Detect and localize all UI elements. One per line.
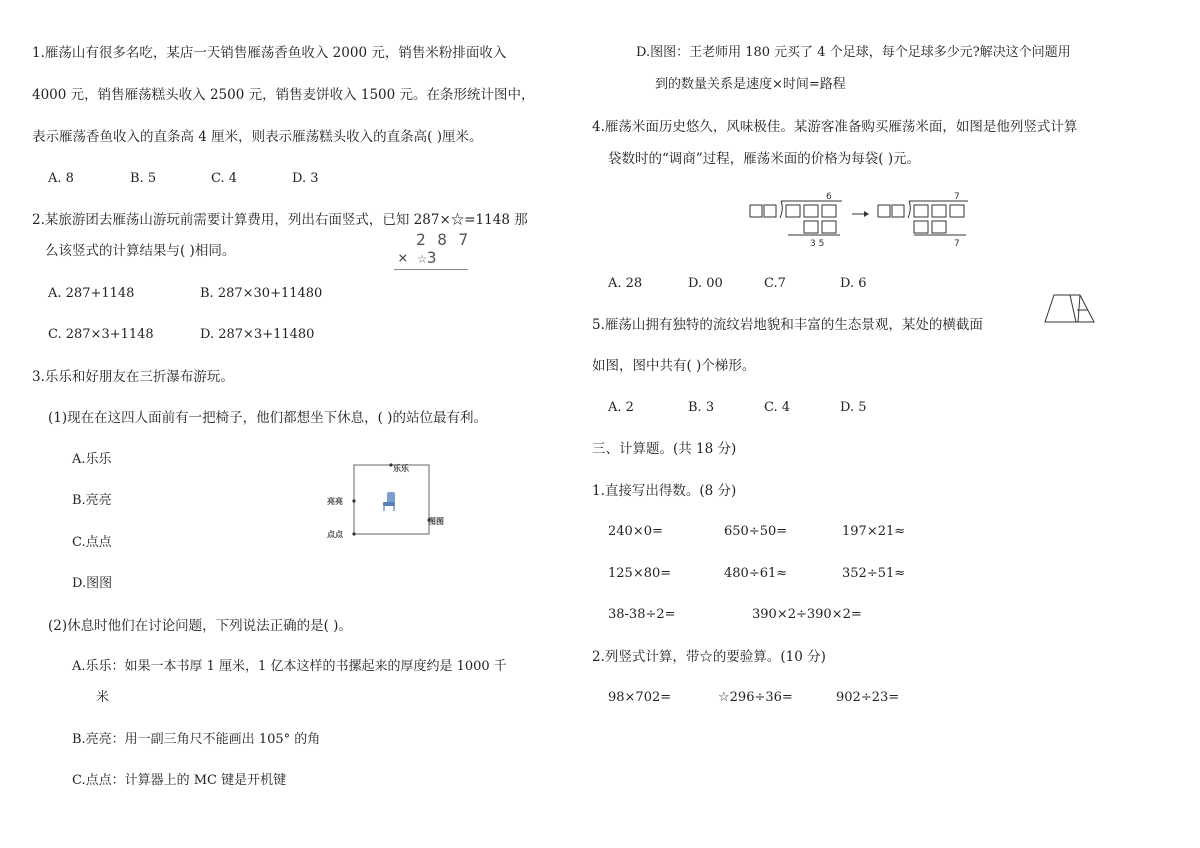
label-diandian: 点点 — [327, 530, 343, 539]
q1-line1: 1.雁荡山有很多名吃，某店一天销售雁荡香鱼收入 2000 元，销售米粉排面收入 — [32, 45, 507, 61]
q3-chair-figure — [322, 460, 452, 544]
q5-line2: 如图，图中共有( )个梯形。 — [592, 358, 756, 374]
q1-option-b[interactable]: B. 5 — [130, 171, 157, 186]
q4-option-c[interactable]: C.7 — [764, 276, 786, 291]
calc1-title: 1.直接写出得数。(8 分) — [592, 483, 737, 499]
label-tutu: 图图 — [428, 517, 444, 526]
label-liangliang: 亮亮 — [327, 497, 343, 506]
q3-p2-option-c[interactable]: C.点点：计算器上的 MC 键是开机键 — [72, 773, 287, 788]
q4-option-d[interactable]: D. 6 — [840, 276, 867, 291]
q4-line2: 袋数时的“调商”过程，雁荡米面的价格为每袋( )元。 — [608, 151, 921, 167]
q3-p1-option-b[interactable]: B.亮亮 — [72, 493, 112, 508]
q3-p2-option-d-line2[interactable]: 到的数量关系是速度×时间=路程 — [655, 77, 846, 92]
q1-line2: 4000 元，销售雁荡糕头收入 2500 元，销售麦饼收入 1500 元。在条形统计图中， — [32, 87, 535, 103]
calc1-item-3: 197×21≈ — [842, 524, 906, 539]
q3-p1-option-d[interactable]: D.图图 — [72, 576, 113, 591]
calc2-title: 2.列竖式计算，带☆的要验算。(10 分) — [592, 649, 826, 665]
q3-p2-option-a-line2[interactable]: 米 — [96, 690, 110, 705]
q5-option-d[interactable]: D. 5 — [840, 400, 867, 415]
q2-vertical-bottom: × ☆3 — [398, 248, 437, 267]
calc2-item-1: 98×702= — [608, 690, 672, 705]
section3-title: 三、计算题。(共 18 分) — [592, 441, 737, 457]
calc1-item-2: 650÷50= — [724, 524, 788, 539]
q3-title: 3.乐乐和好朋友在三折瀑布游玩。 — [32, 369, 234, 385]
q5-option-b[interactable]: B. 3 — [688, 400, 715, 415]
q5-trapezoid-figure — [1042, 292, 1098, 326]
q4-option-a[interactable]: A. 28 — [608, 276, 643, 291]
q2-line1: 2.某旅游团去雁荡山游玩前需要计算费用，列出右面竖式，已知 287×☆=1148 那 — [32, 212, 528, 228]
chair-icon — [383, 492, 395, 511]
q2-option-a[interactable]: A. 287+1148 — [48, 286, 135, 301]
label-lele: 乐乐 — [393, 464, 409, 473]
q3-p1-option-c[interactable]: C.点点 — [72, 535, 112, 550]
fig-quotient-2: 7 — [954, 192, 960, 202]
q2-vertical-calc — [392, 228, 472, 272]
q2-vertical-line — [394, 269, 468, 270]
q3-part2: (2)休息时他们在讨论问题，下列说法正确的是( )。 — [48, 618, 352, 634]
q2-option-d[interactable]: D. 287×3+11480 — [200, 327, 315, 342]
q4-option-b[interactable]: D. 00 — [688, 276, 723, 291]
q3-p2-option-b[interactable]: B.亮亮：用一副三角尺不能画出 105° 的角 — [72, 732, 321, 747]
fig-remainder-2: 7 — [954, 239, 960, 248]
q4-division-figure — [748, 188, 970, 248]
q3-p2-option-a-line1[interactable]: A.乐乐：如果一本书厚 1 厘米，1 亿本这样的书摞起来的厚度约是 1000 千 — [72, 659, 507, 674]
calc1-item-1: 240×0= — [608, 524, 663, 539]
fig-quotient-1: 6 — [826, 192, 832, 202]
q2-option-c[interactable]: C. 287×3+1148 — [48, 327, 154, 342]
q4-line1: 4.雁荡米面历史悠久，风味极佳。某游客准备购买雁荡米面，如图是他列竖式计算 — [592, 119, 1078, 135]
calc1-item-7: 38-38÷2= — [608, 607, 676, 622]
q2-vertical-top: 2 8 7 — [416, 230, 470, 249]
calc1-item-6: 352÷51≈ — [842, 566, 906, 581]
q5-line1: 5.雁荡山拥有独特的流纹岩地貌和丰富的生态景观，某处的横截面 — [592, 317, 983, 333]
q5-option-c[interactable]: C. 4 — [764, 400, 791, 415]
q5-option-a[interactable]: A. 2 — [608, 400, 634, 415]
q3-p2-option-d-line1[interactable]: D.图图：王老师用 180 元买了 4 个足球，每个足球多少元?解决这个问题用 — [636, 45, 1071, 60]
q1-option-a[interactable]: A. 8 — [48, 171, 74, 186]
q2-option-b[interactable]: B. 287×30+11480 — [200, 286, 323, 301]
calc1-item-8: 390×2÷390×2= — [752, 607, 862, 622]
fig-remainder-1: 3 5 — [810, 239, 825, 248]
calc2-item-2: ☆296÷36= — [718, 690, 793, 705]
q3-p1-option-a[interactable]: A.乐乐 — [72, 452, 112, 467]
q1-option-c[interactable]: C. 4 — [211, 171, 238, 186]
q2-line2: 么该竖式的计算结果与( )相同。 — [45, 243, 236, 259]
calc1-item-5: 480÷61≈ — [724, 566, 788, 581]
q1-line3: 表示雁荡香鱼收入的直条高 4 厘米，则表示雁荡糕头收入的直条高( )厘米。 — [32, 129, 483, 145]
q1-option-d[interactable]: D. 3 — [292, 171, 319, 186]
calc1-item-4: 125×80= — [608, 566, 672, 581]
q3-part1: (1)现在在这四人面前有一把椅子，他们都想坐下休息，( )的站位最有利。 — [48, 410, 487, 426]
calc2-item-3: 902÷23= — [836, 690, 900, 705]
